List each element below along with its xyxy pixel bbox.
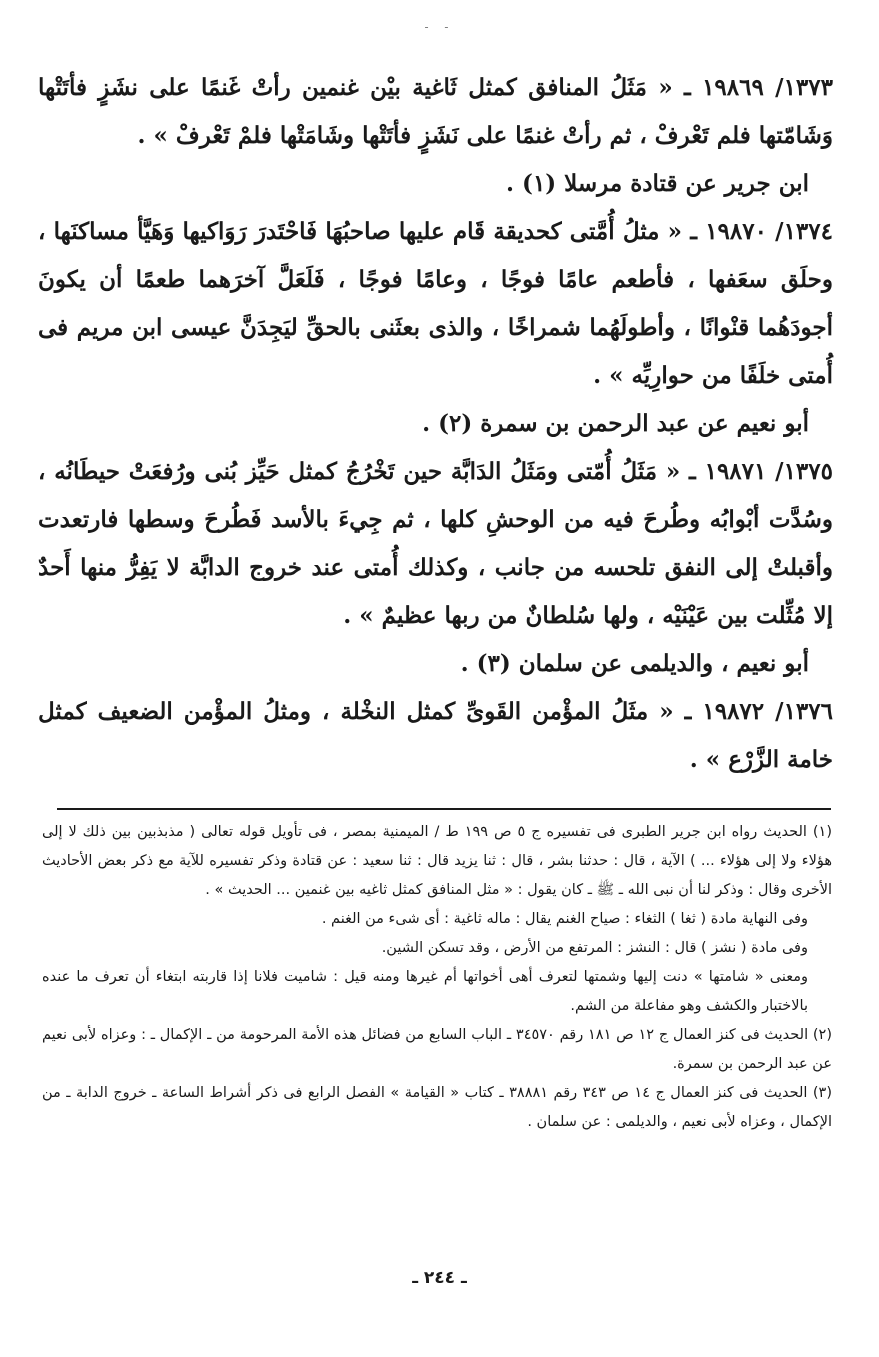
footnote-1-note-a: وفى النهاية مادة ( ثغا ) الثغاء : صياح الغنم يقال : ماله ثاغية : أى شىء من الغنم . <box>321 911 808 927</box>
main-text <box>38 64 833 784</box>
source-1375: أبو نعيم ، والديلمى عن سلمان (٣) . <box>460 650 809 677</box>
footnote-1: (١) الحديث رواه ابن جرير الطبرى فى تفسيره ج ٥ ص ١٩٩ ط / الميمنية بمصر ، فى تأويل قوله تعالى ( مذبذبين بين ذلك لا إلى هؤلاء ولا إلى هؤلاء ... ) الآية ، قال : حدثنا بشر ، قال : ثنا يزيد قال : ثنا سعيد : عن قتادة وذكر تفسيره للآية مع ذكر بعض الأحاديث الأخرى وقال : وذكر لنا أن نبى الله ـ ﷺ ـ كان يقول : « مثل المنافق كمثل ثاغيه بين غنمين ... الحديث » . <box>42 824 832 898</box>
hadith-1376: ١٣٧٦/ ١٩٨٧٢ ـ « مثَلُ المؤْمن القَوىِّ كمثل النخْلة ، ومثلُ المؤْمن الضعيف كمثل خامة الزَّرْع » . <box>38 698 833 773</box>
footnote-2: (٢) الحديث فى كنز العمال ج ١٢ ص ١٨١ رقم ٣٤٥٧٠ ـ الباب السابع من فضائل هذه الأمة المرحومة من ـ الإكمال ـ : وعزاه لأبى نعيم عن عبد الرحمن بن سمرة. <box>42 1027 832 1072</box>
source-1373: ابن جرير عن قتادة مرسلا (١) . <box>506 170 809 197</box>
footnote-3: (٣) الحديث فى كنز العمال ج ١٤ ص ٣٤٣ رقم ٣٨٨٨١ ـ كتاب « القيامة » الفصل الرابع فى ذكر أشراط الساعة ـ خروج الدابة ـ من الإكمال ، وعزاه لأبى نعيم ، والديلمى : عن سلمان . <box>42 1085 833 1130</box>
footnotes <box>42 818 832 1137</box>
hadith-1375: ١٣٧٥/ ١٩٨٧١ ـ « مَثَلُ أُمّتى ومَثَلُ الدَابَّة حين تَخْرُجُ كمثل حَيِّز بُنى ورُفعَتْ حيطَانُه ، وسُدَّت أبْوابُه وطُرحَ فيه من الوحشِ كلها ، ثم جِيءَ بالأسد فَطُرحَ وسطها فارتعدت وأقبلتْ إلى النفق تلحسه من جانب ، وكذلك أُمتى عند خروج الدابَّة لا يَفِرُّ منها أَحدٌ إلا مُثِّلت بين عَيْنَيْه ، ولها سُلطانٌ من ربها عظيمٌ » . <box>38 458 833 629</box>
footnote-1-note-b: وفى مادة ( نشز ) قال : النشز : المرتفع من الأرض ، وقد تسكن الشين. <box>381 940 808 956</box>
source-1374: أبو نعيم عن عبد الرحمن بن سمرة (٢) . <box>422 410 809 437</box>
hadith-1373: ١٣٧٣/ ١٩٨٦٩ ـ « مَثَلُ المنافق كمثل ثَاغية بيْن غنمين رأتْ غَنمًا على نشَزٍ فأتَتْها وَشَامّتها فلم تَعْرفْ ، ثم رأتْ غنمًا على نَشَزٍ فأتَتْها وشَامَتْها فلمْ تَعْرفْ » . <box>38 74 833 149</box>
hadith-1374: ١٣٧٤/ ١٩٨٧٠ ـ « مثلُ أُمَّتى كحديقة قَام عليها صاحبُهَا فَاحْتَدرَ رَوَاكيها وَهَيَّأ مساكنَها ، وحلَق سعَفها ، فأطعم عامًا فوجًا ، وعامًا فوجًا ، فَلَعَلَّ آخرَهما طعمًا أن يكونَ أجودَهُما قنْوانًا ، وأطولَهُما شمراخًا ، والذى بعثَنى بالحقِّ ليَجِدَنَّ عيسى ابن مريم فى أُمتى خلَفًا من حوارِيِّه » . <box>38 218 833 389</box>
footnote-divider <box>57 808 831 810</box>
footnote-1-note-c: ومعنى « شامتها » دنت إليها وشمتها لتعرف أهى أخواتها أم غيرها ومنه قيل : شاميت فلانا إذا قاربته ابتغاء أن تعرف ما عنده بالاختبار والكشف وهو مفاعلة من الشم. <box>42 969 808 1014</box>
top-mark: - - <box>424 20 455 34</box>
page-number: ـ ٢٤٤ ـ <box>412 1268 467 1288</box>
